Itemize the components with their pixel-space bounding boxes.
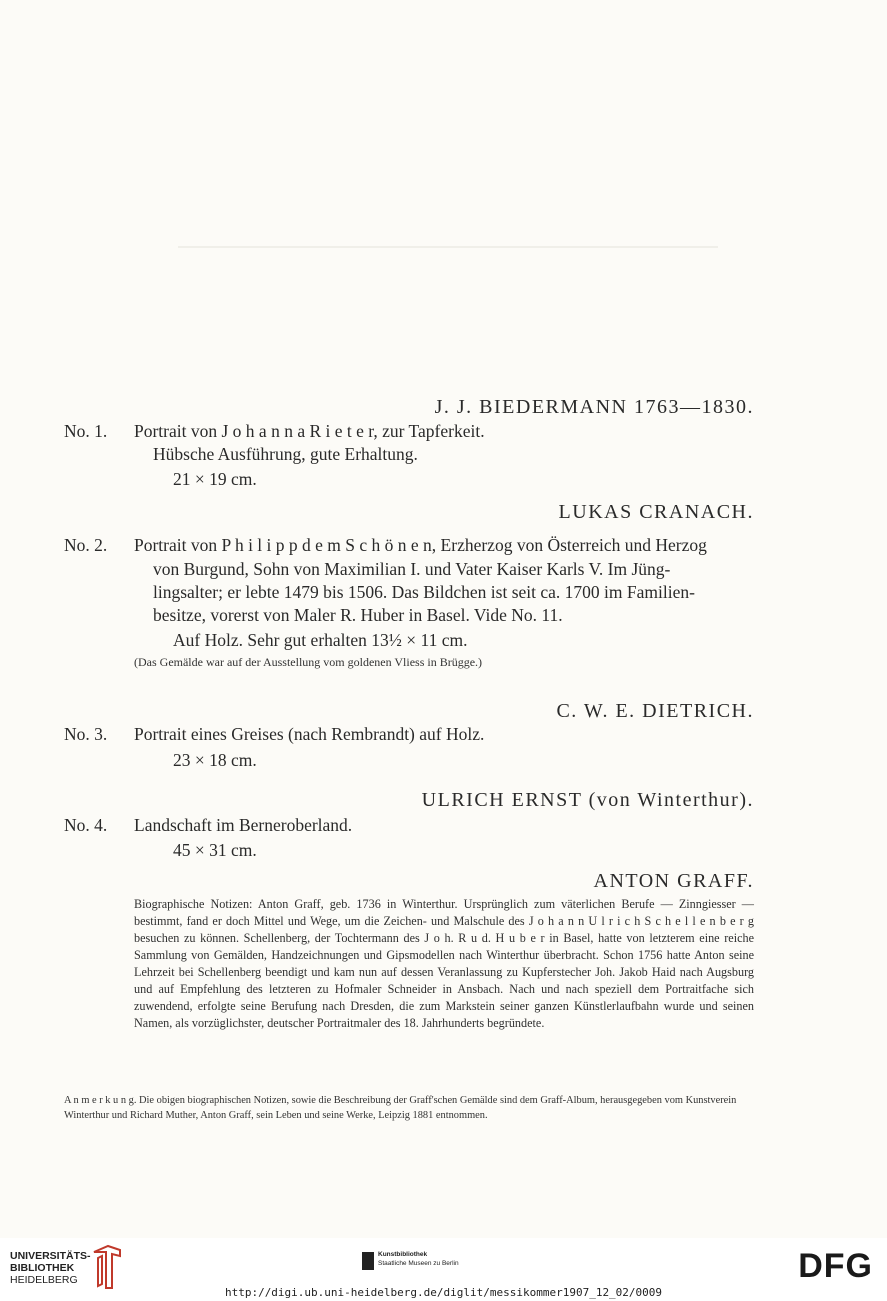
- kunstbibliothek-credit[interactable]: [378, 1250, 459, 1268]
- entry-2-line-4: besitze, vorerst von Maler R. Huber in Basel. Vide No. 11.: [153, 605, 563, 625]
- entry-2-note: (Das Gemälde war auf der Ausstellung vom goldenen Vliess in Brügge.): [134, 655, 483, 669]
- entry-4-size: 45 × 31 cm.: [173, 840, 257, 860]
- entry-number-3: No. 3.: [64, 724, 108, 744]
- divider: [178, 246, 718, 248]
- entry-2-line-2: von Burgund, Sohn von Maximilian I. und Vater Kaiser Karls V. Im Jüng-: [153, 559, 671, 579]
- entry-2-line-1: Portrait von P h i l i p p d e m S c h ö n e n, Erzherzog von Österreich und Herzog: [134, 535, 707, 555]
- entry-number-2: No. 2.: [64, 535, 108, 555]
- kb-line-1: Kunstbibliothek: [378, 1251, 428, 1258]
- artist-heading-biedermann: J. J. BIEDERMANN 1763—1830.: [434, 396, 754, 418]
- entry-1-detail: Hübsche Ausführung, gute Erhaltung.: [153, 444, 418, 464]
- library-line-2: BIBLIOTHEK: [10, 1262, 75, 1274]
- permalink-url[interactable]: http://digi.ub.uni-heidelberg.de/diglit/messikommer1907_12_02/0009: [224, 1286, 663, 1299]
- entry-number-4: No. 4.: [64, 815, 108, 835]
- entry-2-line-3: lingsalter; er lebte 1479 bis 1506. Das Bildchen ist seit ca. 1700 im Familien-: [153, 582, 695, 602]
- entry-1-title: Portrait von J o h a n n a R i e t e r, zur Tapferkeit.: [134, 421, 485, 441]
- artist-heading-ernst: ULRICH ERNST (von Winterthur).: [421, 789, 754, 811]
- kb-line-2: Staatliche Museen zu Berlin: [378, 1260, 459, 1267]
- artist-heading-dietrich: C. W. E. DIETRICH.: [556, 700, 754, 722]
- library-line-1: UNIVERSITÄTS-: [10, 1250, 91, 1262]
- artist-heading-graff: ANTON GRAFF.: [593, 870, 754, 892]
- entry-4-title: Landschaft im Berneroberland.: [134, 815, 353, 835]
- kb-logo-icon: [362, 1252, 374, 1270]
- footer-bar: [0, 1238, 887, 1301]
- library-line-3: HEIDELBERG: [10, 1274, 78, 1286]
- entry-1-size: 21 × 19 cm.: [173, 469, 257, 489]
- dfg-logo[interactable]: DFG: [798, 1247, 873, 1285]
- artist-heading-cranach: LUKAS CRANACH.: [558, 501, 754, 523]
- annotation: A n m e r k u n g. Die obigen biographischen Notizen, sowie die Beschreibung der Graff'schen Gemälde sind dem Graff-Album, herausgegeben vom Kunstverein Winterthur und Richard Muther, Anton Graff, sein Leben und seine Werke, Leipzig 1881 entnommen.: [64, 1095, 737, 1121]
- entry-3-title: Portrait eines Greises (nach Rembrandt) auf Holz.: [134, 724, 485, 744]
- library-logo-icon: [90, 1244, 124, 1290]
- entry-2-size: Auf Holz. Sehr gut erhalten 13½ × 11 cm.: [173, 630, 468, 650]
- library-name[interactable]: [10, 1250, 91, 1286]
- entry-3-size: 23 × 18 cm.: [173, 750, 257, 770]
- graff-biography: Biographische Notizen: Anton Graff, geb. 1736 in Winterthur. Ursprünglich zum väterlichen Berufe — Zinngiesser — bestimmt, fand er doch Mittel und Wege, um die Zeichen- und Malschule des J o h a n n U l r i c h S c h e l l e n b e r g besuchen zu können. Schellenberg, der Tochtermann des J o h. R u d. H u b e r in Basel, hatte von letzterem eine reiche Sammlung von Gemälden, Handzeichnungen und Gipsmodellen nach Winterthur überbracht. Schon 1756 hatte Anton seine Lehrzeit bei Schellenberg beendigt und kam nun auf dessen Veranlassung zu Kupferstecher Joh. Jakob Haid nach Augsburg und auf Empfehlung des letzteren zu Hofmaler Schneider in Ansbach. Nach und nach speziell dem Portraitfache sich zuwendend, erfolgte seine Berufung nach Dresden, die zum Markstein seiner ganzen Künstlerlaufbahn wurde und seinen Namen, als vorzüglichster, deutscher Portraitmaler des 18. Jahrhunderts begründete.: [134, 897, 754, 1031]
- entry-number-1: No. 1.: [64, 421, 108, 441]
